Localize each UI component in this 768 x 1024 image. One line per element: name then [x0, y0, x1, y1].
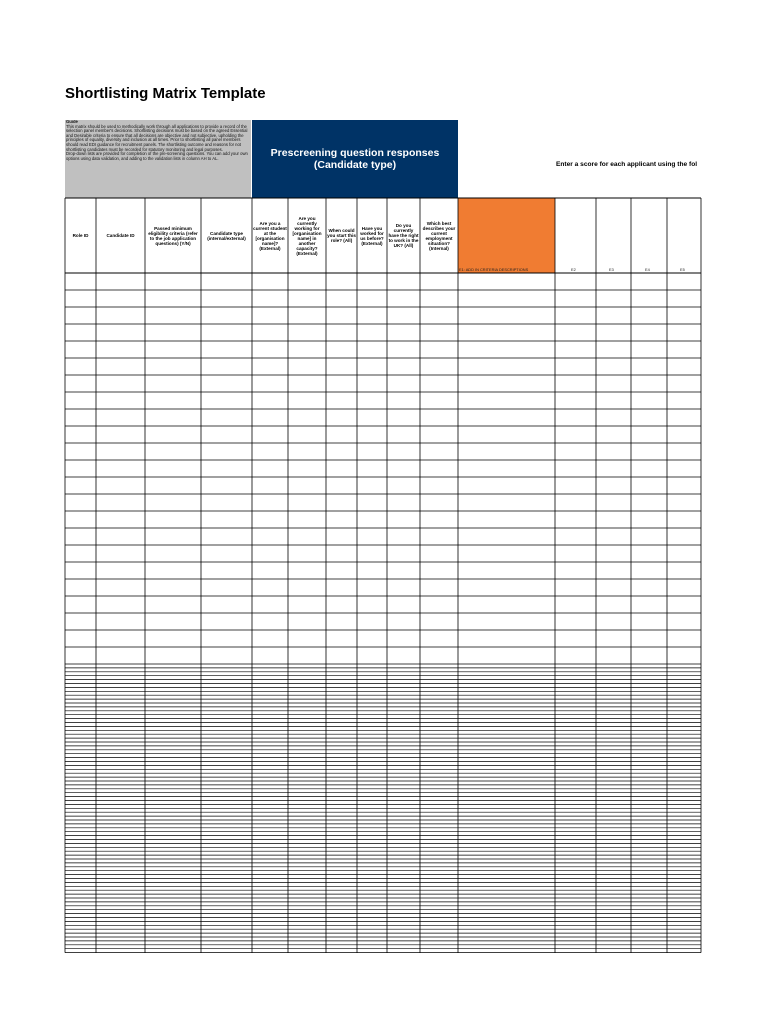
criteria-label: E1: ADD IN CRITERIA DESCRIPTIONS: [459, 267, 529, 272]
score-label-e5: E5: [680, 267, 685, 272]
column-header: Candidate ID: [106, 233, 135, 238]
column-header: When could you start this role? (All): [327, 228, 356, 243]
column-header: Are you a current student at the [organisation name]? (External): [253, 220, 287, 251]
column-header: Role ID: [72, 233, 89, 238]
prescreen-title: Prescreening question responses: [270, 147, 440, 159]
score-label-e4: E4: [645, 267, 650, 272]
score-label-e2: E2: [571, 267, 576, 272]
column-header: Are you currently working for [organisation name] in another capacity? (External): [292, 215, 322, 256]
score-instruction: Enter a score for each applicant using the fol: [556, 161, 698, 168]
column-header: Which best describes your current employment situation? (Internal): [422, 220, 456, 251]
guide-text: This matrix should be used to methodically work through all applications to provide a record of the selection panel member's decisions. Shortlisting decisions must be based on the agreed Essential and Desirable criteria to ensure that all decisions are objective and not subjective, upholding the principles of equality, diversity and inclusion at all times. Prior to shortlisting all panel members should read EDI guidance for recruitment panels. The shortlisting outcome and reasons for not shortlisting candidates must be recorded for statutory monitoring and legal purposes.: [66, 123, 248, 152]
page-title: Shortlisting Matrix Template: [65, 85, 266, 102]
prescreen-subtitle: (Candidate type): [313, 159, 397, 171]
column-header: Passed minimum eligibility criteria (refer to the job application questions) (Y/N): [148, 225, 198, 246]
score-label-e3: E3: [609, 267, 614, 272]
column-header: Have you worked for us before? (External): [360, 225, 384, 246]
guide-text-dropdowns: Drop-down lists are provided for completion of the pre-screening questions. You can add your own options using data validation, and adding to the validation lists in column AH to AL.: [66, 151, 248, 161]
guide-heading: Guide: [66, 120, 78, 124]
column-header: Do you currently have the right to work in the UK? (All): [388, 223, 419, 248]
column-header: Candidate type (internal/external): [207, 230, 246, 241]
